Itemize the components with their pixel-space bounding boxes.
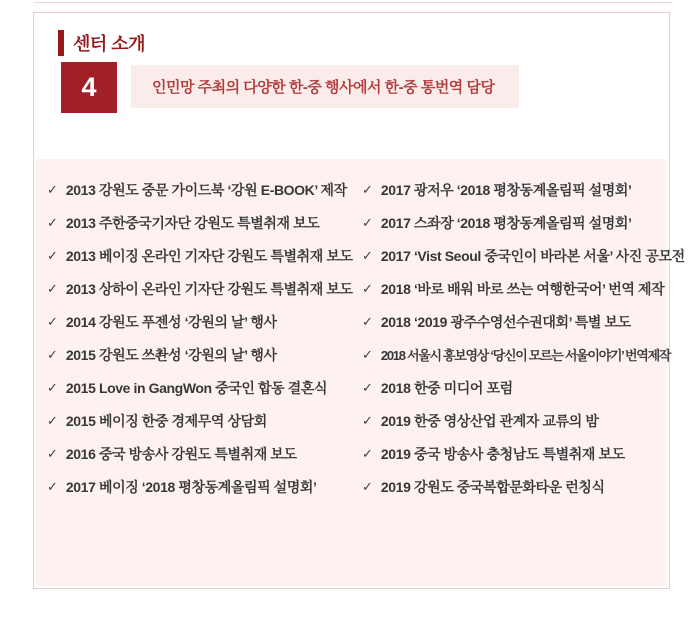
list-item bbox=[362, 404, 692, 437]
list-item-text: 2017 ‘Vist Seoul 중국인이 바라본 서울’ 사진 공모전 bbox=[380, 247, 685, 264]
section-title-text: 센터 소개 bbox=[73, 34, 146, 54]
list-item bbox=[362, 305, 692, 338]
checkmark-icon: ✓ bbox=[47, 379, 58, 395]
checkmark-icon: ✓ bbox=[362, 412, 373, 428]
activities-panel bbox=[36, 159, 685, 586]
checkmark-icon: ✓ bbox=[47, 478, 58, 494]
section-title bbox=[58, 29, 145, 57]
list-item-text: 2019 중국 방송사 충청남도 특별취재 보도 bbox=[380, 445, 625, 462]
list-item bbox=[362, 437, 692, 470]
checkmark-icon: ✓ bbox=[47, 346, 58, 362]
list-item bbox=[47, 173, 362, 206]
list-item-text: 2015 강원도 쓰촨성 ‘강원의 날’ 행사 bbox=[65, 346, 277, 363]
activities-column-left bbox=[47, 173, 362, 503]
checkmark-icon: ✓ bbox=[362, 478, 373, 494]
feature-banner bbox=[131, 65, 519, 108]
list-item-text: 2017 스좌장 ‘2018 평창동계올림픽 설명회’ bbox=[380, 214, 632, 231]
checkmark-icon: ✓ bbox=[362, 181, 373, 197]
list-item-text: 2016 중국 방송사 강원도 특별취재 보도 bbox=[65, 445, 297, 462]
checkmark-icon: ✓ bbox=[362, 214, 373, 230]
list-item bbox=[47, 371, 362, 404]
checkmark-icon: ✓ bbox=[362, 280, 373, 296]
activities-column-right bbox=[362, 173, 692, 503]
checkmark-icon: ✓ bbox=[362, 379, 373, 395]
feature-number: 4 bbox=[81, 72, 97, 102]
list-item bbox=[47, 437, 362, 470]
feature-description: 인민망 주최의 다양한 한-중 행사에서 한-중 통번역 담당 bbox=[152, 79, 495, 96]
list-item bbox=[362, 371, 692, 404]
checkmark-icon: ✓ bbox=[47, 181, 58, 197]
list-item bbox=[362, 272, 692, 305]
top-divider-line bbox=[34, 2, 672, 3]
list-item bbox=[362, 173, 692, 206]
checkmark-icon: ✓ bbox=[47, 313, 58, 329]
checkmark-icon: ✓ bbox=[47, 445, 58, 461]
slide-card bbox=[33, 12, 685, 589]
list-item-text: 2017 광저우 ‘2018 평창동계올림픽 설명회’ bbox=[380, 181, 632, 198]
activities-columns bbox=[36, 159, 685, 503]
list-item bbox=[362, 239, 692, 272]
list-item bbox=[47, 206, 362, 239]
list-item bbox=[362, 206, 692, 239]
checkmark-icon: ✓ bbox=[47, 247, 58, 263]
checkmark-icon: ✓ bbox=[47, 412, 58, 428]
title-accent-bar bbox=[58, 30, 64, 56]
list-item-text: 2018 ‘2019 광주수영선수권대회’ 특별 보도 bbox=[380, 313, 631, 330]
list-item bbox=[47, 272, 362, 305]
list-item-text: 2017 베이징 ‘2018 평창동계올림픽 설명회’ bbox=[65, 478, 317, 495]
list-item bbox=[47, 404, 362, 437]
list-item-text: 2019 강원도 중국복합문화타운 런칭식 bbox=[380, 478, 605, 495]
checkmark-icon: ✓ bbox=[47, 214, 58, 230]
feature-number-box bbox=[61, 62, 117, 113]
list-item bbox=[47, 239, 362, 272]
checkmark-icon: ✓ bbox=[362, 445, 373, 461]
checkmark-icon: ✓ bbox=[362, 346, 373, 362]
checkmark-icon: ✓ bbox=[47, 280, 58, 296]
list-item-text: 2014 강원도 푸젠성 ‘강원의 날’ 행사 bbox=[65, 313, 277, 330]
list-item-text: 2015 Love in GangWon 중국인 합동 결혼식 bbox=[65, 379, 328, 396]
list-item-text: 2018 ‘바로 배워 바로 쓰는 여행한국어’ 번역 제작 bbox=[380, 280, 665, 297]
list-item-text: 2018 서울시 홍보영상 ‘당신이 모르는 서울이야기’ 번역제작 bbox=[380, 348, 671, 363]
list-item bbox=[47, 338, 362, 371]
list-item-text: 2013 강원도 중문 가이드북 ‘강원 E-BOOK’ 제작 bbox=[65, 181, 347, 198]
checkmark-icon: ✓ bbox=[362, 247, 373, 263]
list-item bbox=[362, 470, 692, 503]
list-item-text: 2013 주한중국기자단 강원도 특별취재 보도 bbox=[65, 214, 320, 231]
list-item bbox=[47, 470, 362, 503]
list-item-text: 2013 상하이 온라인 기자단 강원도 특별취재 보도 bbox=[65, 280, 353, 297]
list-item-text: 2018 한중 미디어 포럼 bbox=[380, 379, 513, 396]
list-item-text: 2019 한중 영상산업 관계자 교류의 밤 bbox=[380, 412, 599, 429]
list-item-text: 2015 베이징 한중 경제무역 상담회 bbox=[65, 412, 267, 429]
list-item bbox=[362, 338, 692, 371]
checkmark-icon: ✓ bbox=[362, 313, 373, 329]
list-item bbox=[47, 305, 362, 338]
list-item-text: 2013 베이징 온라인 기자단 강원도 특별취재 보도 bbox=[65, 247, 353, 264]
